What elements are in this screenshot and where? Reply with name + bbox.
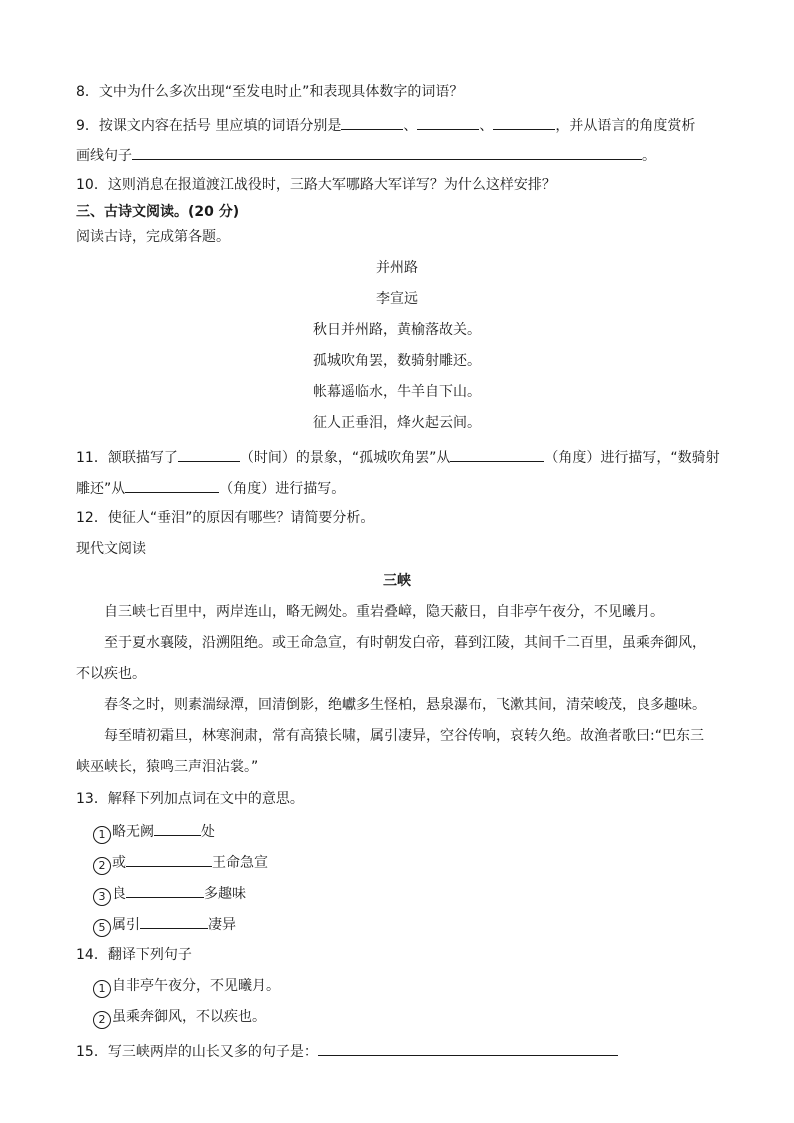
question-8: 8．文中为什么多次出现“至发电时止”和表现具体数字的词语？ [76, 84, 464, 100]
poem-line: 征人正垂泪，烽火起云间。 [313, 415, 481, 431]
poem-author: 李宣远 [376, 291, 418, 307]
poem-title: 并州路 [376, 260, 418, 276]
q9-answer-line[interactable] [132, 144, 642, 160]
q9-blank-2[interactable] [417, 114, 479, 130]
poem-line: 秋日并州路，黄榆落故关。 [313, 322, 481, 338]
q9-text: 9．按课文内容在括号 里应填的词语分别是 [76, 118, 342, 134]
q11-text: 雕还”从 [76, 481, 126, 497]
q11-blank-2[interactable] [450, 446, 544, 462]
q13-item [93, 882, 246, 906]
q9-text-end: ，并从语言的角度赏析 [555, 118, 696, 134]
circled-number: 2 [93, 1011, 111, 1029]
q13-item [93, 820, 215, 844]
question-10: 10．这则消息在报道渡江战役时，三路大军哪路大军详写？为什么这样安排？ [76, 177, 556, 193]
q14-item [93, 1007, 266, 1029]
q13-item [93, 851, 268, 875]
q9-separator: 、 [403, 118, 418, 134]
q9-blank-1[interactable] [341, 114, 403, 130]
poem-line: 帐幕遥临水，牛羊自下山。 [313, 384, 481, 400]
q13-item-post: 王命急宣 [212, 855, 268, 871]
q11-text: （角度）进行描写，“数骑射 [544, 450, 720, 466]
q13-blank[interactable] [140, 913, 208, 929]
q15-text: 15．写三峡两岸的山长又多的句子是： [76, 1044, 318, 1060]
passage-paragraph: 春冬之时，则素湍绿潭，回清倒影，绝巘多生怪柏，悬泉瀑布，飞漱其间，清荣峻茂，良多趣味。 [104, 697, 706, 713]
q13-item-post: 凄异 [208, 917, 236, 933]
question-14: 14．翻译下列句子 [76, 947, 192, 963]
q13-blank[interactable] [154, 820, 201, 836]
question-9-line2 [76, 144, 656, 166]
question-12: 12．使征人“垂泪”的原因有哪些？请简要分析。 [76, 510, 375, 526]
passage-paragraph: 自三峡七百里中，两岸连山，略无阙处。重岩叠嶂，隐天蔽日，自非亭午夜分，不见曦月。 [104, 604, 664, 620]
q11-blank-1[interactable] [178, 446, 240, 462]
q13-item [93, 913, 236, 937]
q14-item [93, 976, 280, 998]
question-13: 13．解释下列加点词在文中的意思。 [76, 791, 304, 807]
poem-line: 孤城吹角罢，数骑射雕还。 [313, 353, 481, 369]
q9-separator: 、 [479, 118, 494, 134]
poem-instruction: 阅读古诗，完成第各题。 [76, 229, 230, 245]
question-11 [76, 446, 720, 468]
q9-line2-label: 画线句子 [76, 148, 132, 164]
q9-blank-3[interactable] [493, 114, 555, 130]
circled-number: 1 [93, 980, 111, 998]
q13-blank[interactable] [126, 851, 212, 867]
q13-item-post: 处 [201, 824, 215, 840]
question-9 [76, 114, 695, 136]
circled-number: 2 [93, 857, 111, 875]
passage-title: 三峡 [383, 573, 411, 589]
q9-period: 。 [642, 148, 656, 164]
circled-number: 1 [93, 826, 111, 844]
q13-item-pre: 或 [112, 855, 126, 871]
q11-text: （时间）的景象，“孤城吹角罢”从 [239, 450, 451, 466]
question-15 [76, 1040, 618, 1062]
passage-paragraph: 至于夏水襄陵，沿溯阻绝。或王命急宣，有时朝发白帝，暮到江陵，其间千二百里，虽乘奔御风， [104, 635, 706, 651]
q14-sentence: 自非亭午夜分，不见曦月。 [112, 978, 280, 994]
q11-text: （角度）进行描写。 [219, 481, 346, 497]
q13-item-pre: 略无阙 [112, 824, 154, 840]
q15-answer-line[interactable] [318, 1040, 618, 1056]
q11-text: 11．颔联描写了 [76, 450, 178, 466]
q11-blank-3[interactable] [125, 477, 219, 493]
passage-paragraph-cont: 不以疾也。 [76, 666, 146, 682]
q13-item-pre: 良 [112, 886, 126, 902]
q13-item-pre: 属引 [112, 917, 140, 933]
question-11-line2 [76, 477, 345, 499]
section-3-heading: 三、古诗文阅读。(20 分) [76, 204, 240, 220]
q13-item-post: 多趣味 [204, 886, 246, 902]
circled-number: 3 [93, 888, 111, 906]
q13-blank[interactable] [126, 882, 204, 898]
modern-reading-heading: 现代文阅读 [76, 541, 146, 557]
circled-number: 5 [93, 919, 111, 937]
passage-paragraph: 每至晴初霜旦，林寒涧肃，常有高猿长啸，属引凄异，空谷传响，哀转久绝。故渔者歌曰:“巴东三 [104, 728, 704, 744]
passage-paragraph-cont: 峡巫峡长，猿鸣三声泪沾裳。” [76, 759, 259, 775]
q14-sentence: 虽乘奔御风，不以疾也。 [112, 1009, 266, 1025]
